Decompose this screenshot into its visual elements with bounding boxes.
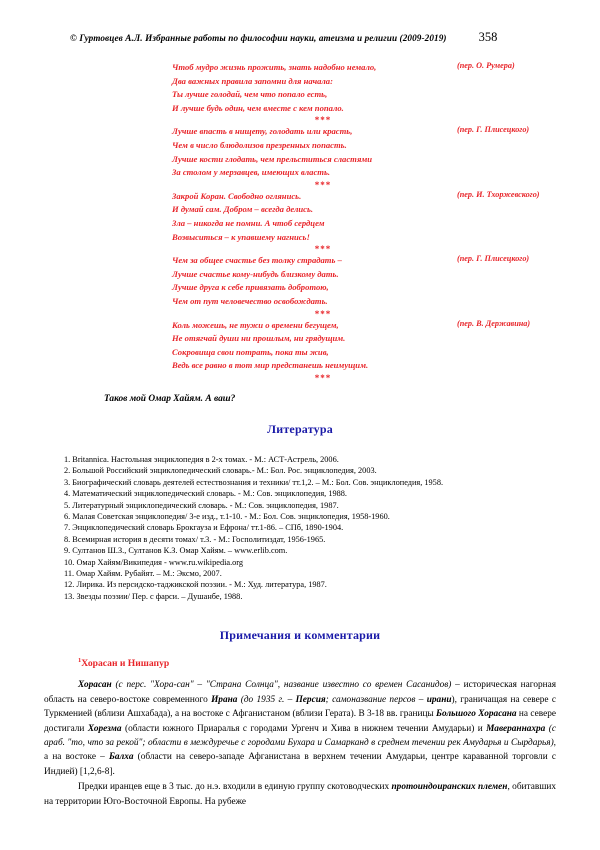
list-item: 4. Математический энциклопедический словарь. - М.: Сов. энциклопедия, 1988. [64,489,347,499]
header-title: © Гуртовцев А.Л. Избранные работы по философии науки, атеизма и религии (2009-2019) [70,33,447,43]
poem-line: За столом у мерзавцев, имеющих власть. [172,167,331,178]
note-paragraph-1: Хорасан (с перс. "Хора-сан" – "Страна Солнца", название известно со времен Сасанидов) – историческая нагорная область на северо-востоке современного Ирана (до 1935 г. – Персия; самоназвание персов – ирани), граничащая на севере с Туркменией (вблизи Ашхабада), а на востоке с Афганистаном (вблизи Герата). В 3-18 вв. границы Большого Хорасана на севере достигали Хорезма (области южного Приаралья с городами Ургенч и Хива в нижнем течении Амударьи) и Мавераннахра (с араб. "то, что за рекой"; области в междуречье с городами Бухара и Самарканд в среднем течении рек Амударья и Сырдарья), а на востоке – Балха (области на северо-западе Афганистана в верхнем течении Амударьи, центре караванной торговли с Индией) [1,2,6-8]. [44,680,557,777]
list-item: 5. Литературный энциклопедический словарь. - М.: Сов. энциклопедия, 1987. [64,500,339,510]
translator-credit: (пер. Г. Плисецкого) [457,125,530,135]
stanza [42,61,558,115]
poem-line: Не отягчай души ни прошлым, ни грядущим. [172,333,346,344]
list-item: 13. Звезды поэзии/ Пер. с фарси. – Душанбе, 1988. [64,591,243,601]
poetry-section [42,61,558,404]
poem-line: Два важных правила запомни для начала: [172,75,333,86]
poem-line: Закрой Коран. Свободно оглянись. [172,190,302,201]
poem-line: И думай сам. Добром – всегда делись. [172,204,314,215]
stanza [42,190,558,244]
note-superscript-number: 1 [78,657,82,665]
poem-line: Лучше счастье кому-нибудь близкому дать. [172,268,339,279]
poem-line: И лучше будь один, чем вместе с кем попало. [172,102,344,113]
poem-line: Лучше кости глодать, чем прельститься сластями [172,153,373,164]
stanza-separator: *** [314,308,332,319]
poem-line: Лучше впасть в нищету, голодать или красть, [172,126,353,137]
stanza [42,125,558,179]
poem-line: Чтоб мудро жизнь прожить, знать надобно немало, [172,62,377,72]
translator-credit: (пер. В. Державина) [457,318,531,328]
poem-line: Сокровища свои потрать, пока ты жив, [172,346,329,357]
poem-line: Ты лучше голодай, чем что попало есть, [172,89,328,100]
poem-line: Лучше друга к себе привязать добротою, [172,282,329,293]
page-number: 358 [478,30,498,44]
literature-heading: Литература [267,421,333,436]
bibliography-list [42,454,558,602]
list-item: 9. Султанов Ш.З., Султанов К.З. Омар Хайям. – www.erlib.com. [64,546,288,556]
poem-line: Зла – никогда не помни. А чтоб сердцем [172,217,325,228]
translator-credit: (пер. О. Румера) [457,61,515,70]
stanza-separator: *** [314,179,332,190]
poem-line: Ведь все равно в тот мир предстанешь неимущим. [172,360,369,371]
note-title [42,657,558,669]
poem-line: Возвыситься – к упавшему нагнись! [172,231,310,242]
poem-line: Чем за общее счастье без толку страдать – [172,255,342,266]
closing-line: Таков мой Омар Хайям. А ваш? [104,393,236,404]
stanza [42,254,558,308]
list-item: 8. Всемирная история в десяти томах/ т.3. - М.: Госполитиздат, 1956-1965. [64,534,326,544]
poem-line: Коль можешь, не тужи о времени бегущем, [172,319,339,330]
list-item: 11. Омар Хайям. Рубайят. – М.: Эксмо, 2007. [64,568,222,578]
poem-line: Чем в число блюдолизов презренных попасть. [172,139,347,150]
stanza-separator: *** [314,372,332,383]
translator-credit: (пер. И. Тхоржевского) [457,189,540,199]
list-item: 6. Малая Советская энциклопедия/ 3-е изд., т.1-10. - М.: Бол. Сов. энциклопедия, 1958-1960. [64,511,390,521]
page-header [42,30,558,45]
stanza [42,319,558,373]
list-item: 7. Энциклопедический словарь Брокгауза и Ефрона/ тт.1-86. – СПб, 1890-1904. [64,523,344,533]
list-item: 12. Лирика. Из персидско-таджикской поэзии. - М.: Худ. литература, 1987. [64,580,327,590]
poem-line: Чем от пут человечество освобождать. [172,295,328,306]
translator-credit: (пер. Г. Плисецкого) [457,254,530,264]
list-item: 1. Britannica. Настольная энциклопедия в 2-х томах. - М.: АСТ-Астрель, 2006. [64,454,339,464]
list-item: 10. Омар Хайям/Википедия - www.ru.wikipedia.org [64,557,244,567]
list-item: 3. Биографический словарь деятелей естествознания и техники/ тт.1,2. – М.: Бол. Сов. энциклопедия, 1958. [64,477,444,487]
list-item: 2. Большой Российский энциклопедический словарь.- М.: Бол. Рос. энциклопедия, 2003. [64,466,377,476]
stanza-separator: *** [314,244,332,255]
stanza-separator: *** [314,115,332,126]
notes-heading: Примечания и комментарии [219,628,381,643]
note-title-text: Хорасан и Нишапур [81,658,170,670]
note-paragraph-2: Предки иранцев еще в 3 тыс. до н.э. входили в единую группу скотоводческих протоиндоиранских племен, обитавших на территории Юго-Восточной Европы. На рубеже [44,782,556,807]
